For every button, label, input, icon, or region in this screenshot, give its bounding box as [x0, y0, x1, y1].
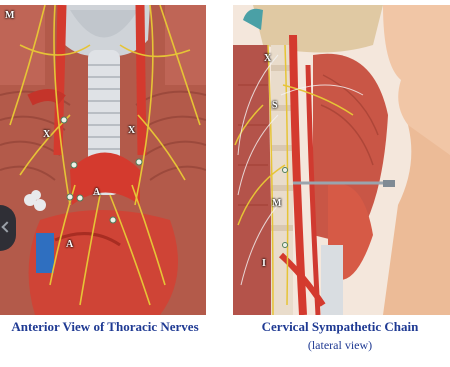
- label-a-upper: A: [93, 187, 101, 198]
- label-s: S: [272, 100, 278, 111]
- label-i: I: [262, 258, 266, 269]
- caption-cervical-chain: Cervical Sympathetic Chain: [261, 319, 419, 334]
- label-x: X: [264, 53, 272, 64]
- chevron-left-icon: [1, 221, 12, 232]
- label-x-right: X: [128, 125, 136, 136]
- label-m: M: [5, 10, 15, 21]
- label-m: M: [272, 198, 282, 209]
- label-a-lower: A: [66, 239, 74, 250]
- anterior-view-illustration: [0, 5, 206, 315]
- lateral-view-illustration: [233, 5, 450, 315]
- label-x-left: X: [43, 129, 51, 140]
- caption-anterior-view: Anterior View of Thoracic Nerves: [11, 319, 199, 334]
- caption-lateral-view: (lateral view): [307, 338, 373, 352]
- anterior-view-artwork: [0, 5, 206, 315]
